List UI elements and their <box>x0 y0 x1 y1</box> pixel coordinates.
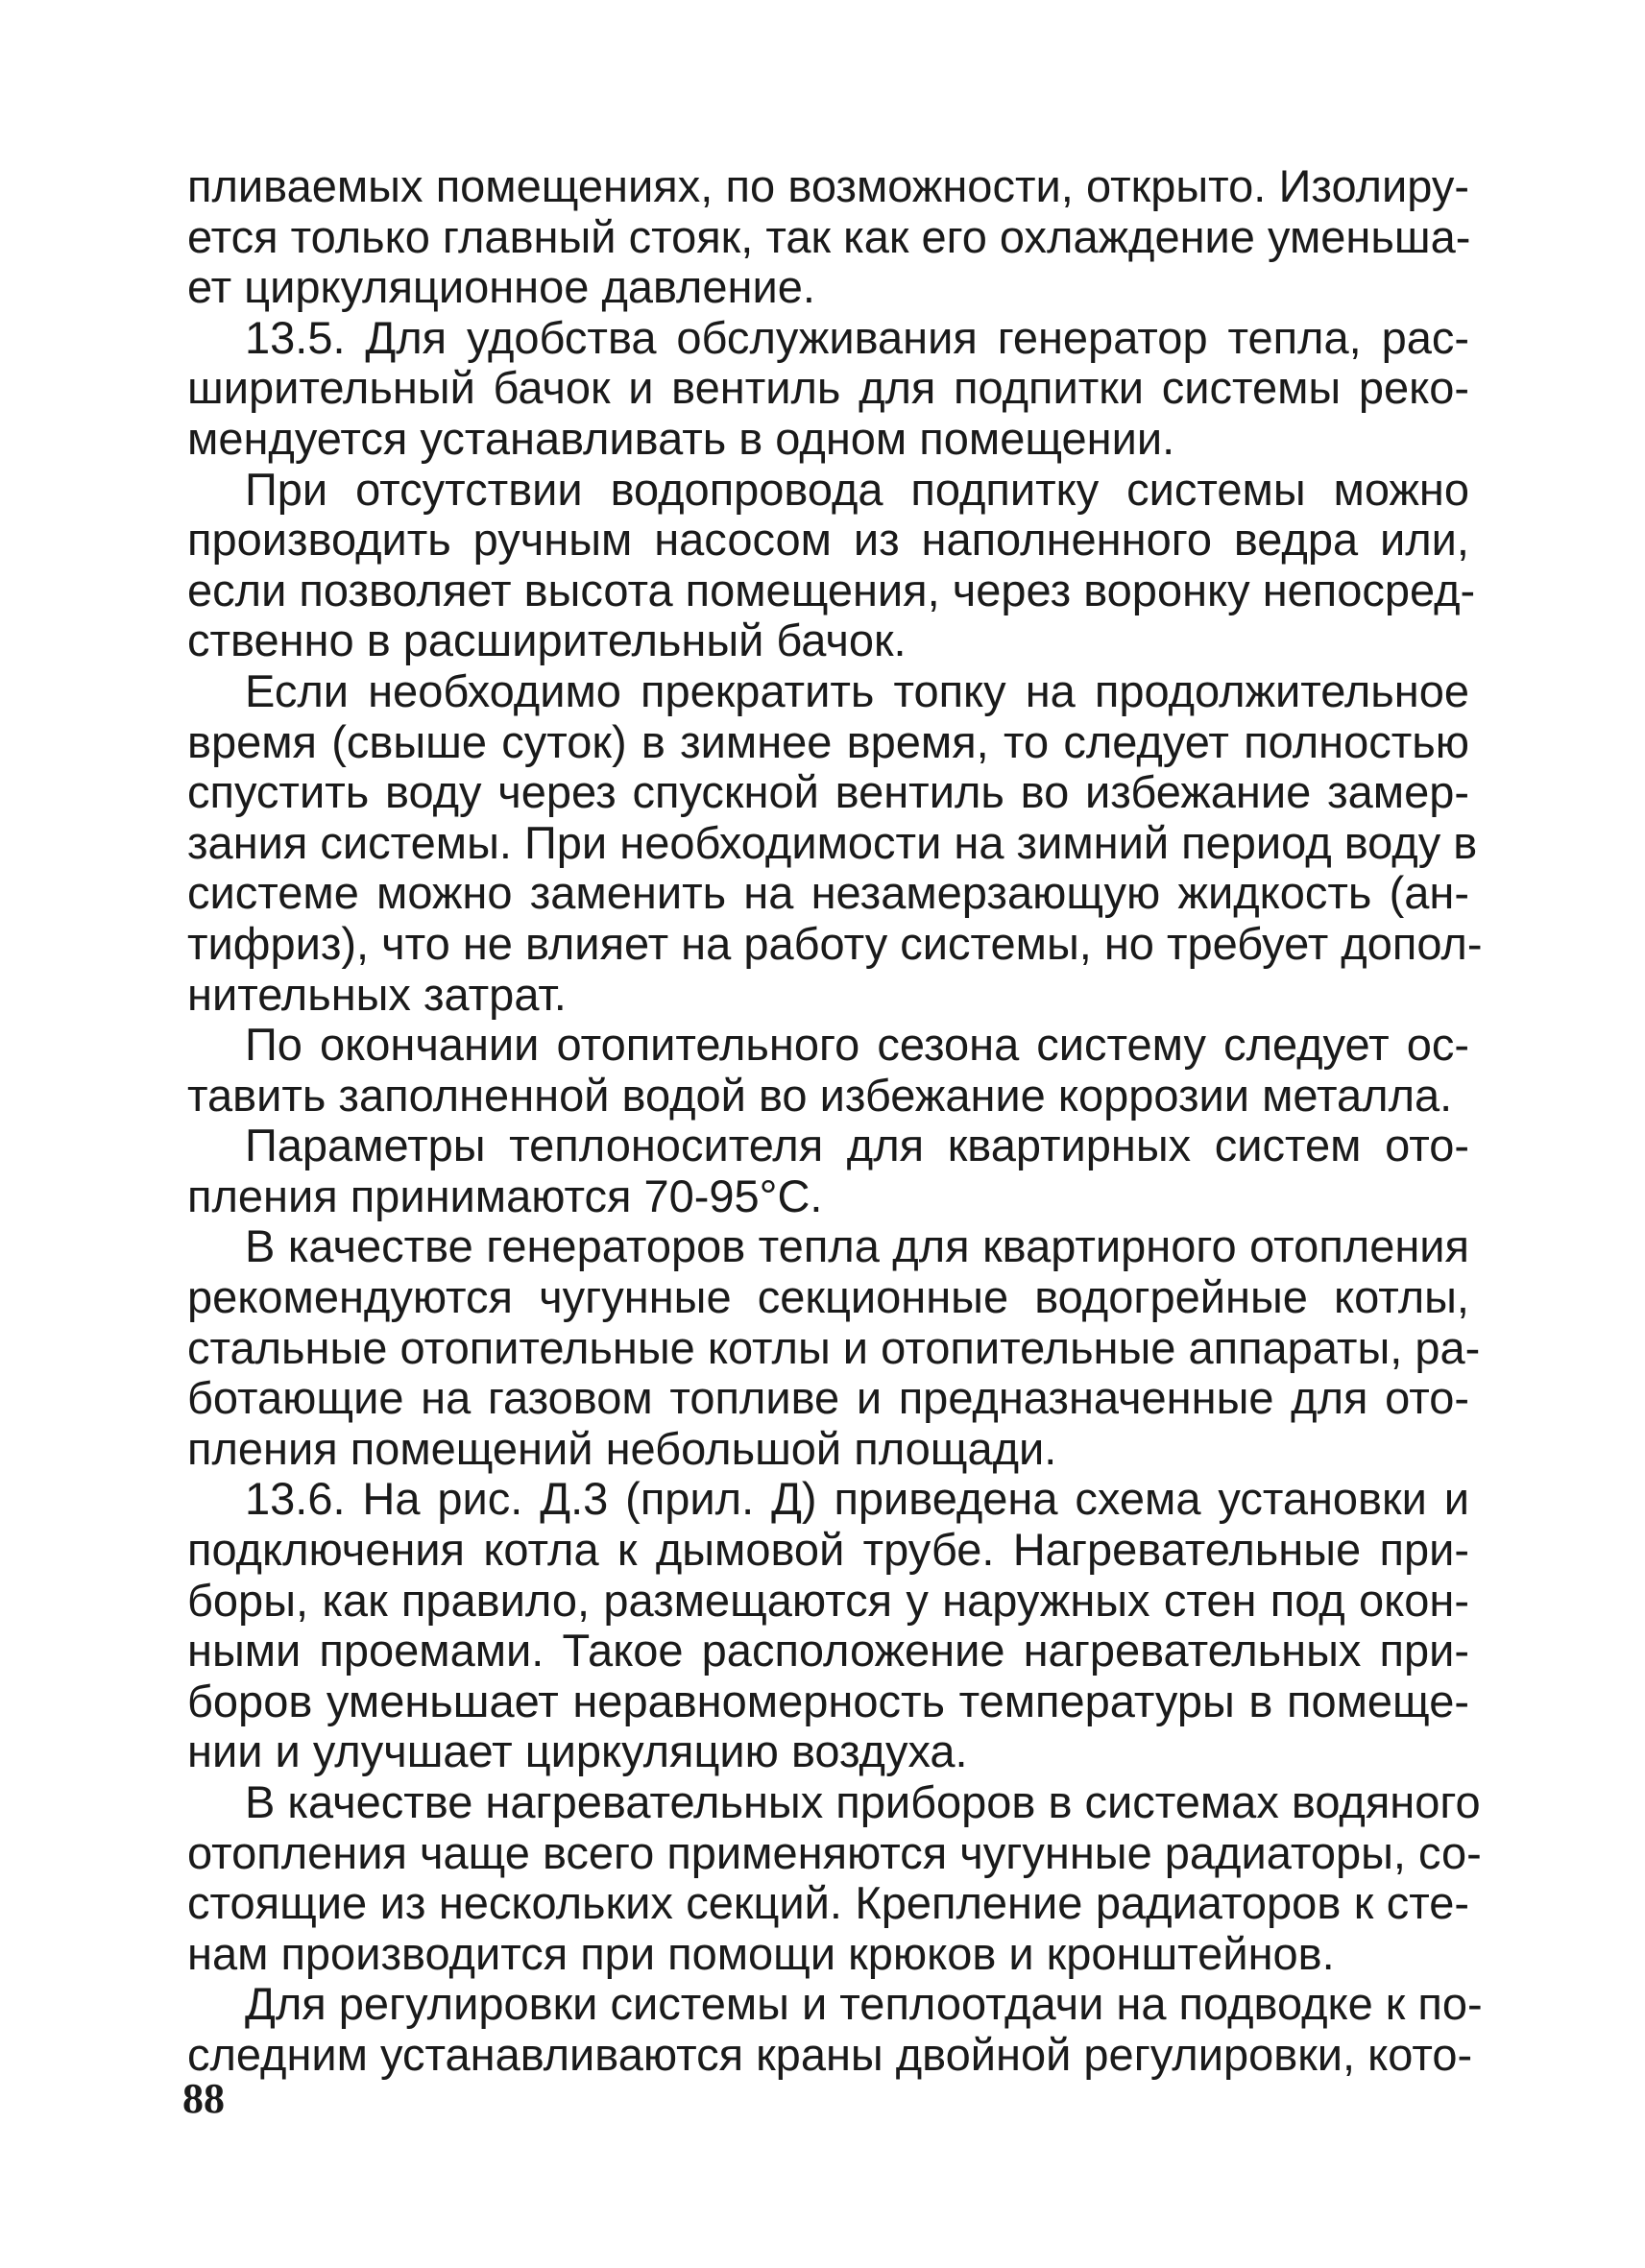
text-line: ется только главный стояк, так как его охлаждение уменьша- <box>187 210 1471 262</box>
text-line: системе можно заменить на незамерзающую жидкость (ан- <box>187 867 1469 919</box>
text-line: спустить воду через спускной вентиль во избежание замер- <box>187 766 1469 818</box>
text-line: Для регулировки системы и теплоотдачи на подводке к по- <box>245 1978 1483 2030</box>
paragraph <box>187 313 1469 465</box>
text-line: тифриз), что не влияет на работу системы, но требует допол- <box>187 917 1483 969</box>
text-line: тавить заполненной водой во избежание коррозии металла. <box>187 1069 1453 1121</box>
text-line: пления помещений небольшой площади. <box>187 1422 1057 1474</box>
text-line: ет циркуляционное давление. <box>187 261 815 313</box>
page-body <box>187 160 1483 2081</box>
text-line: пливаемых помещениях, по возможности, открыто. Изолиру- <box>187 160 1469 211</box>
text-line: Параметры теплоносителя для квартирных систем ото- <box>245 1120 1469 1171</box>
text-line: время (свыше суток) в зимнее время, то следует полностью <box>187 715 1469 767</box>
text-line: 13.6. На рис. Д.3 (прил. Д) приведена схема установки и <box>245 1473 1469 1525</box>
text-line: стоящие из нескольких секций. Крепление радиаторов к сте- <box>187 1877 1469 1929</box>
text-line: ширительный бачок и вентиль для подпитки системы реко- <box>187 362 1469 414</box>
text-line: стальные отопительные котлы и отопительные аппараты, ра- <box>187 1321 1481 1373</box>
text-line: пления принимаются 70-95°С. <box>187 1170 823 1221</box>
text-line: следним устанавливаются краны двойной регулировки, кото- <box>187 2028 1473 2080</box>
text-line: если позволяет высота помещения, через воронку непосред- <box>187 564 1476 615</box>
text-line: производить ручным насосом из наполненного ведра или, <box>187 514 1469 566</box>
paragraph <box>187 161 1469 313</box>
text-line: нительных затрат. <box>187 968 567 1020</box>
text-line: боры, как правило, размещаются у наружных стен под окон- <box>187 1574 1469 1626</box>
paragraph <box>187 664 1483 1020</box>
paragraph <box>187 1978 1483 2080</box>
text-line: отопления чаще всего применяются чугунные радиаторы, со- <box>187 1826 1482 1878</box>
text-line: ботающие на газовом топливе и предназначенные для ото- <box>187 1372 1469 1424</box>
text-line: По окончании отопительного сезона систему следует ос- <box>245 1019 1469 1071</box>
text-line: рекомендуются чугунные секционные водогрейные котлы, <box>187 1271 1469 1323</box>
paragraph <box>187 1776 1482 1979</box>
paragraph <box>187 1220 1481 1474</box>
page-number: 88 <box>182 2075 225 2122</box>
text-line: ными проемами. Такое расположение нагревательных при- <box>187 1625 1469 1677</box>
text-line: нии и улучшает циркуляцию воздуха. <box>187 1725 968 1777</box>
text-line: 13.5. Для удобства обслуживания генератор тепла, рас- <box>245 311 1469 363</box>
text-line: В качестве нагревательных приборов в системах водяного <box>245 1776 1481 1827</box>
text-line: зания системы. При необходимости на зимний период воду в <box>187 816 1478 868</box>
text-line: нам производится при помощи крюков и кронштейнов. <box>187 1927 1335 1979</box>
paragraph <box>187 1121 1469 1221</box>
paragraph <box>187 463 1476 666</box>
text-line: подключения котла к дымовой трубе. Нагревательные при- <box>187 1524 1469 1576</box>
text-line: мендуется устанавливать в одном помещении. <box>187 412 1175 464</box>
paragraph <box>187 1020 1469 1121</box>
text-line: боров уменьшает неравномерность температуры в помеще- <box>187 1675 1469 1726</box>
text-line: ственно в расширительный бачок. <box>187 615 907 666</box>
text-line: В качестве генераторов тепла для квартирного отопления <box>245 1220 1469 1272</box>
text-line: При отсутствии водопровода подпитку системы можно <box>245 463 1469 515</box>
text-line: Если необходимо прекратить топку на продолжительное <box>245 664 1469 716</box>
paragraph <box>187 1474 1469 1777</box>
